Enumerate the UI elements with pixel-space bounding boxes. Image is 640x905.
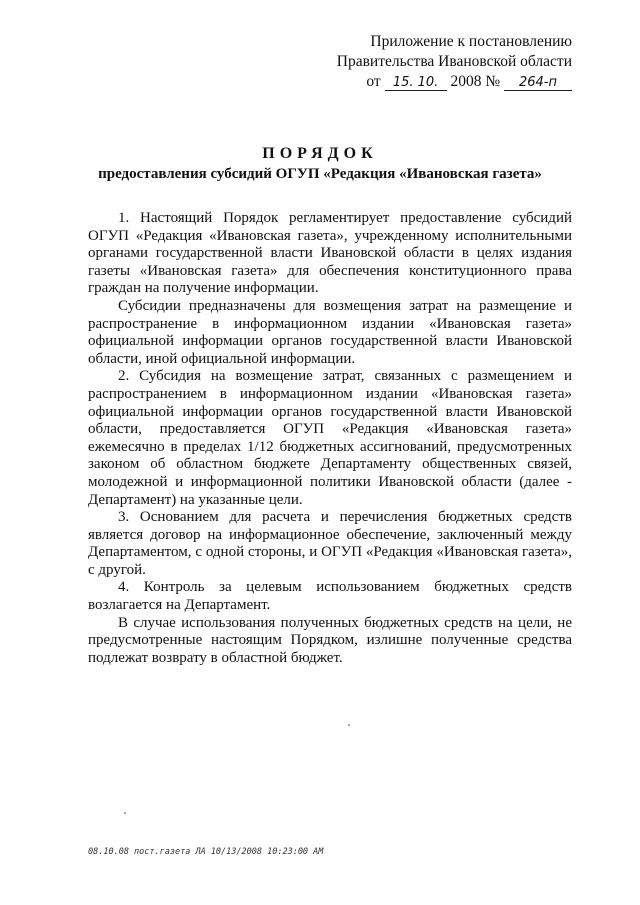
paragraph-4: 3. Основанием для расчета и перечисления бюджетных средств является договор на информационное обеспечение, заключенный между Департаментом, с одной стороны, и ОГУП «Редакция «Ивановская газета», с другой. <box>88 509 572 578</box>
handwritten-number: 264-п <box>504 76 572 91</box>
document-footer: 08.10.08 пост.газета ЛА 10/13/2008 10:23:00 AM <box>88 847 324 857</box>
paragraph-2: Субсидии предназначены для возмещения затрат на размещение и распространение в информационном издании «Ивановская газета» официальной информации органов государственной власти Ивановской области, иной официальной информации. <box>88 297 572 367</box>
document-header <box>337 32 572 92</box>
paragraph-1: 1. Настоящий Порядок регламентирует предоставление субсидий ОГУП «Редакция «Ивановская газета», учрежденному исполнительными органами государственной власти Ивановской области в целях издания газеты «Ивановская газета» для обеспечения конституционного права граждан на получение информации. <box>88 210 572 297</box>
paragraph-3: 2. Субсидия на возмещение затрат, связанных с размещением и распространением в информационном издании «Ивановская газета» официальной информации органов государственной власти Ивановской области, предоставляется ОГУП «Редакция «Ивановская газета» ежемесячно в пределах 1/12 бюджетных ассигнований, предусмотренных законом об областном бюджете Департаменту общественных связей, молодежной и информационной политики Ивановской области (далее - Департамент) на указанные цели. <box>88 368 572 508</box>
header-date-line <box>337 72 572 92</box>
header-line-1: Приложение к постановлению <box>370 33 572 50</box>
year-text: 2008 № <box>450 73 501 90</box>
scan-speck <box>124 812 126 814</box>
scan-speck <box>348 724 350 726</box>
document-body <box>88 210 572 667</box>
header-line-2: Правительства Ивановской области <box>336 53 572 70</box>
document-subtitle: предоставления субсидий ОГУП «Редакция «Ивановская газета» <box>98 166 542 182</box>
document-title: ПОРЯДОК <box>262 145 378 162</box>
paragraph-6: В случае использования полученных бюджетных средств на цели, не предусмотренные настоящим Порядком, излишне полученные средства подлежат возврату в областной бюджет. <box>88 614 572 666</box>
handwritten-date: 15. 10. <box>385 76 447 91</box>
date-prefix: от <box>366 73 381 90</box>
paragraph-5: 4. Контроль за целевым использованием бюджетных средств возлагается на Департамент. <box>88 579 572 614</box>
